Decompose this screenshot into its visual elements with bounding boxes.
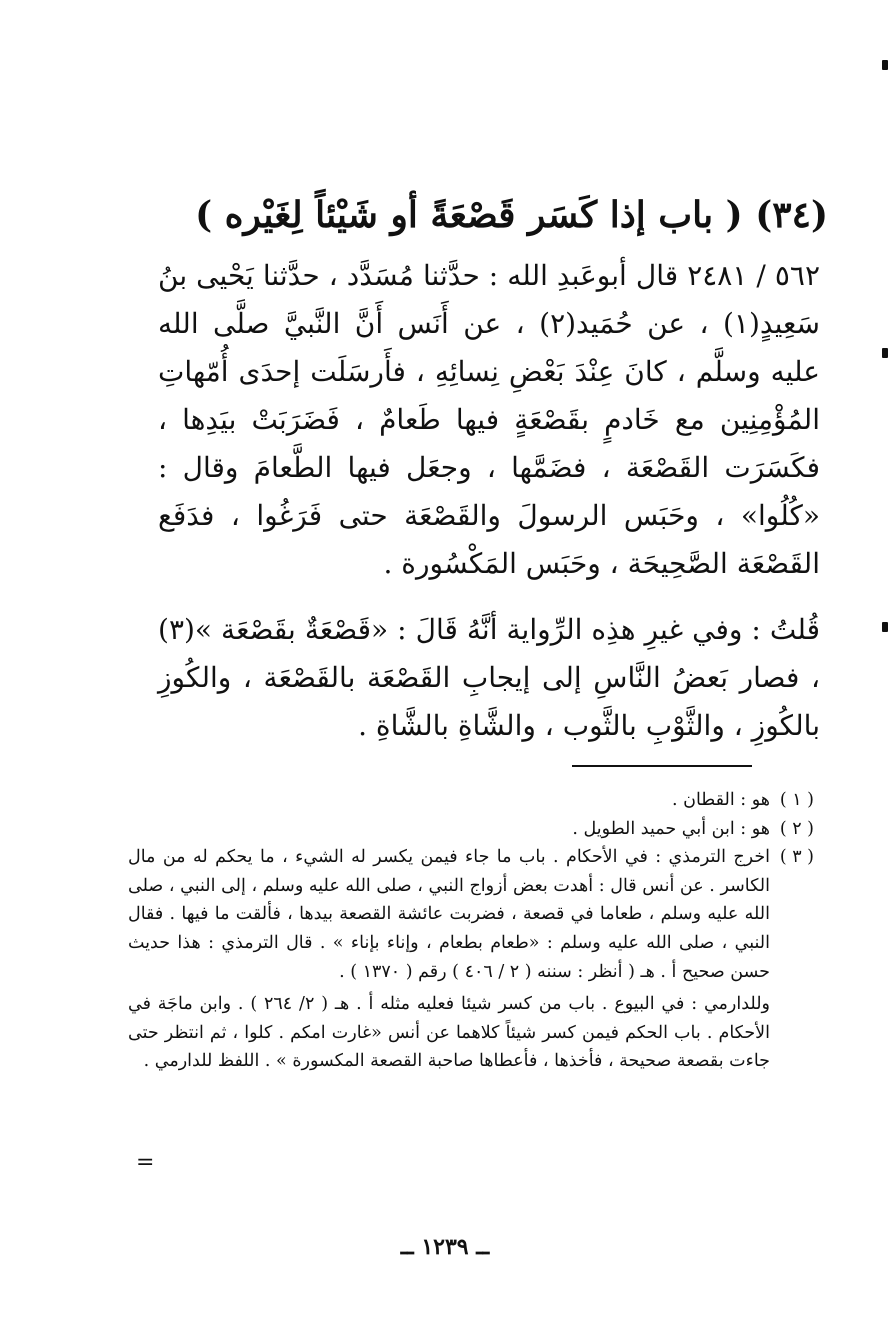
footnotes bbox=[128, 786, 814, 1076]
continuation-mark: = bbox=[136, 1150, 155, 1175]
chapter-heading: (٣٤) ( باب إذا كَسَر قَصْعَةً أو شَيْئاً لِغَيْره ) bbox=[195, 194, 828, 236]
footnote-paragraph: هو : ابن أبي حميد الطويل . bbox=[572, 818, 770, 839]
footnote-number: ( ٣ ) bbox=[779, 847, 814, 868]
footnote bbox=[128, 843, 814, 1076]
margin-mark bbox=[882, 348, 888, 358]
footnote-text bbox=[128, 843, 770, 1076]
footnote-paragraph: هو : القطان . bbox=[671, 790, 770, 810]
footnote-paragraph: اخرج الترمذي : في الأحكام . باب ما جاء فيمن يكسر له الشيء ، ما يحكم له من مال الكاسر . عن أنس قال : أهدت بعض أزواج النبي ، صلى الله عليه وسلم ، إلى النبي ، صلى الله عليه وسلم ، طعاما في قصعة ، فضربت عائشة القصعة بيدها ، فألقت ما فيها . فقال النبي ، صلى الله عليه وسلم : «طعام بطعام ، وإناء بإناء » . قال الترمذي : هذا حديث حسن صحيح أ . هـ ( أنظر : سننه ( ٢ / ٤٠٦ ) رقم ( ١٣٧٠ ) . bbox=[128, 847, 770, 982]
footnote bbox=[128, 815, 814, 844]
hadith-body bbox=[158, 252, 820, 750]
footnote-text bbox=[128, 786, 770, 815]
footnote-paragraph: وللدارمي : في البيوع . باب من كسر شيئا فعليه مثله أ . هـ ( ٢/ ٢٦٤ ) . وابن ماجَة في الأحكام . باب الحكم فيمن كسر شيئاً كلاهما عن أنس «غارت امكم . كلوا ، ثم انتظر حتى جاءت بقصعة صحيحة ، فأخذها ، فأعطاها صاحبة القصعة المكسورة » . اللفظ للدارمي . bbox=[128, 994, 770, 1072]
margin-mark bbox=[882, 60, 888, 70]
hadith-text: ٥٦٢ / ٢٤٨١ قال أبوعَبدِ الله : حدَّثنا مُسَدَّد ، حدَّثنا يَحْيى بنُ سَعِيدٍ(١) ، عن حُمَيد(٢) ، عن أَنَس أَنَّ النَّبيَّ صلَّى الله عليه وسلَّم ، كانَ عِنْدَ بَعْضِ نِسائِهِ ، فأَرسَلَت إحدَى أُمّهاتِ المُؤْمِنِين مع خَادمٍ بقَصْعَةٍ فيها طَعامٌ ، فَضَرَبَتْ بيَدِها ، فكَسَرَت القَصْعَة ، فضَمَّها ، وجعَل فيها الطَّعامَ وقال : «كُلُوا» ، وحَبَس الرسولَ والقَصْعَة حتى فَرَغُوا ، فدَفَع القَصْعَة الصَّحِيحَة ، وحَبَس المَكْسُورة . bbox=[158, 259, 821, 580]
page-number: ــ ١٢٣٩ ــ bbox=[400, 1234, 490, 1260]
margin-mark bbox=[882, 622, 888, 632]
footnote bbox=[128, 786, 814, 815]
footnote-number: ( ٢ ) bbox=[779, 818, 814, 839]
footnote-number: ( ١ ) bbox=[779, 790, 814, 810]
footnote-text bbox=[128, 815, 770, 844]
footnote-separator bbox=[572, 765, 752, 767]
author-note: قُلتُ : وفي غيرِ هذِه الرِّواية أنَّهُ قَالَ : «قَصْعَةٌ بقَصْعَة »(٣) ، فصار بَعضُ النَّاسِ إلى إيجابِ القَصْعَة بالقَصْعَة ، والكُوزِ بالكُوزِ ، والثَّوْبِ بالثَّوب ، والشَّاةِ بالشَّاةِ . bbox=[158, 613, 820, 742]
